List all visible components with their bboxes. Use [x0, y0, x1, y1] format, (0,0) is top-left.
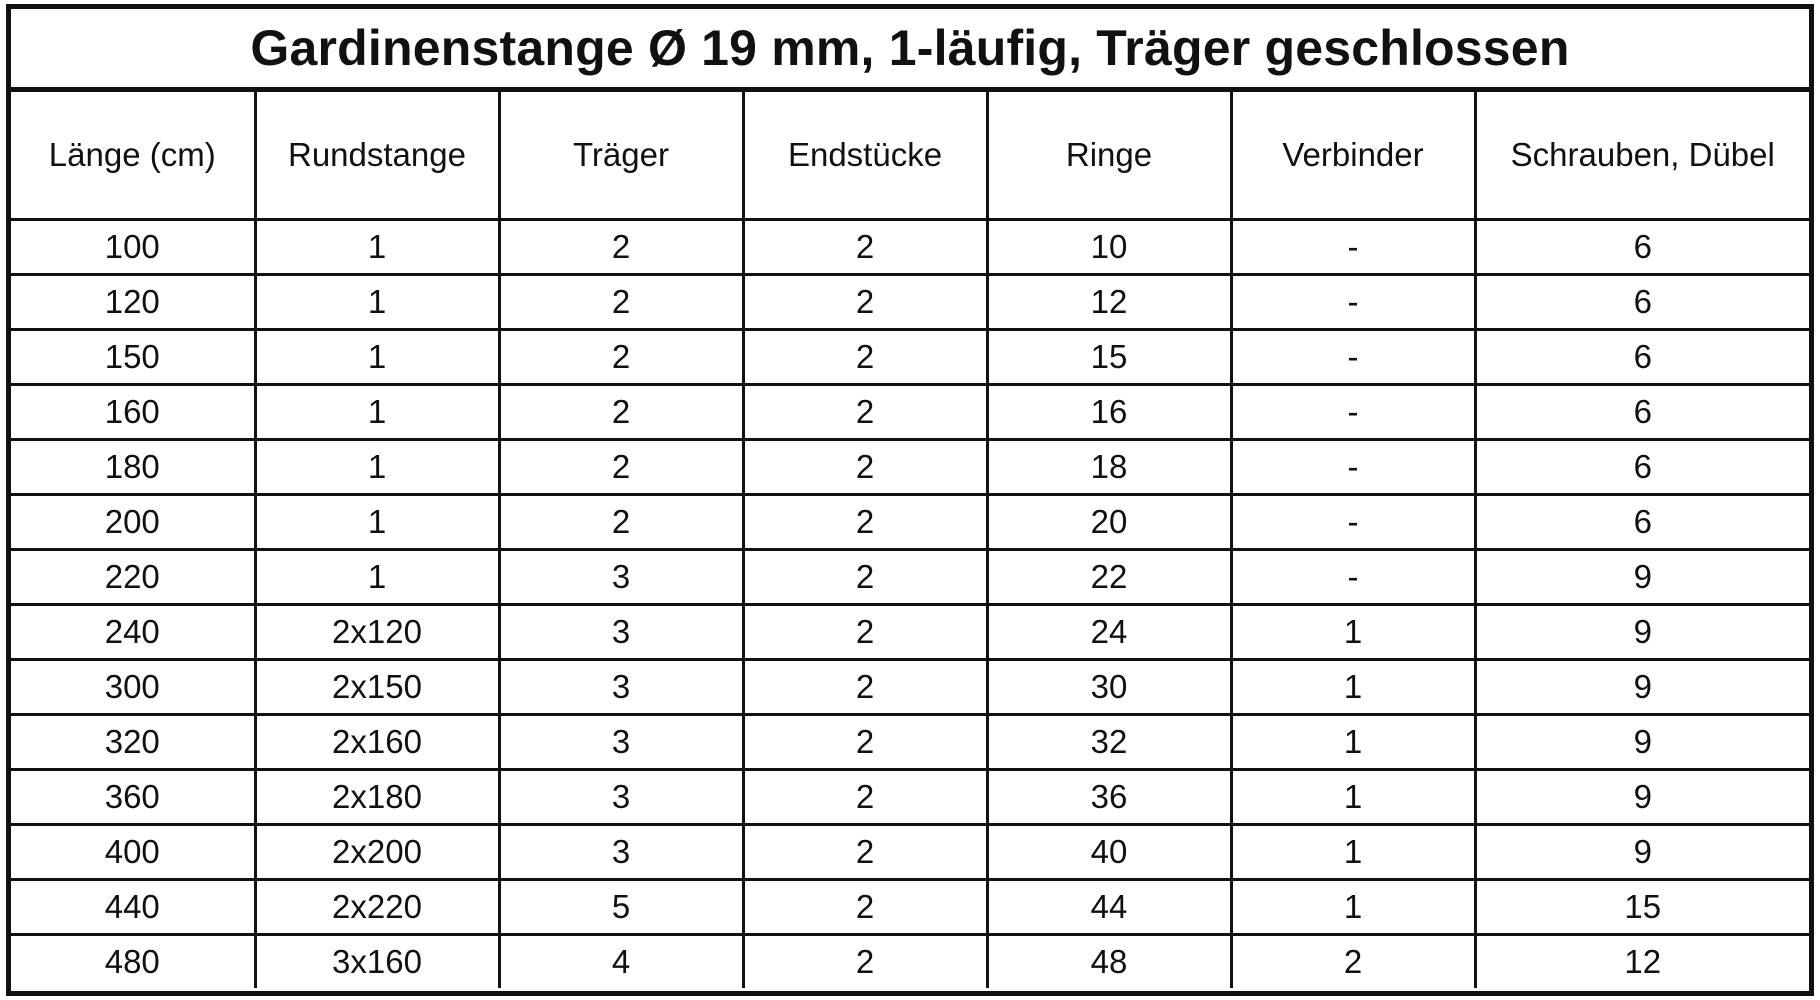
- cell-ringe: 15: [987, 330, 1231, 385]
- cell-endstuecke: 2: [743, 715, 987, 770]
- table-row: [11, 385, 1809, 440]
- cell-schrauben-duebel: 9: [1475, 660, 1809, 715]
- cell-endstuecke: 2: [743, 275, 987, 330]
- cell-traeger: 2: [499, 385, 743, 440]
- cell-rundstange: 2x180: [255, 770, 499, 825]
- cell-ringe: 32: [987, 715, 1231, 770]
- header-verbinder: Verbinder: [1231, 92, 1475, 220]
- header-row: [11, 92, 1809, 220]
- cell-traeger: 3: [499, 825, 743, 880]
- cell-laenge: 150: [11, 330, 255, 385]
- cell-verbinder: 1: [1231, 715, 1475, 770]
- table-row: [11, 220, 1809, 275]
- cell-ringe: 40: [987, 825, 1231, 880]
- cell-laenge: 100: [104, 228, 160, 265]
- cell-traeger: 2: [499, 440, 743, 495]
- cell-traeger: 2: [499, 495, 743, 550]
- cell-schrauben-duebel: 15: [1475, 880, 1809, 935]
- cell-traeger: 2: [499, 220, 743, 275]
- cell-schrauben-duebel: 9: [1475, 605, 1809, 660]
- cell-rundstange: 2x220: [255, 880, 499, 935]
- cell-verbinder: -: [1231, 550, 1475, 605]
- cell-verbinder: 2: [1231, 935, 1475, 989]
- header-traeger: Träger: [499, 92, 743, 220]
- cell-schrauben-duebel: 9: [1475, 825, 1809, 880]
- cell-ringe: 10: [987, 220, 1231, 275]
- cell-rundstange: 1: [255, 440, 499, 495]
- cell-endstuecke: 2: [743, 825, 987, 880]
- header-schrauben-duebel: Schrauben, Dübel: [1475, 92, 1809, 220]
- cell-rundstange: 1: [255, 220, 499, 275]
- cell-verbinder: 1: [1231, 880, 1475, 935]
- cell-schrauben-duebel: 6: [1475, 220, 1809, 275]
- parts-table-frame: [6, 4, 1814, 996]
- cell-schrauben-duebel: 9: [1475, 715, 1809, 770]
- cell-ringe: 36: [987, 770, 1231, 825]
- cell-schrauben-duebel: 9: [1475, 550, 1809, 605]
- cell-endstuecke: 2: [743, 220, 987, 275]
- cell-laenge: 120: [11, 275, 255, 330]
- table-row: [11, 880, 1809, 935]
- table-row: [11, 605, 1809, 660]
- cell-traeger: 3: [499, 715, 743, 770]
- cell-schrauben-duebel: 9: [1475, 770, 1809, 825]
- cell-endstuecke: 2: [743, 330, 987, 385]
- cell-traeger: 2: [499, 275, 743, 330]
- cell-ringe: 48: [987, 935, 1231, 989]
- table-row: [11, 440, 1809, 495]
- cell-ringe: 12: [987, 275, 1231, 330]
- cell-rundstange: 1: [255, 385, 499, 440]
- cell-schrauben-duebel: 6: [1475, 495, 1809, 550]
- header-laenge: Länge (cm): [11, 92, 255, 220]
- cell-endstuecke: 2: [743, 605, 987, 660]
- cell-rundstange: 2x150: [255, 660, 499, 715]
- cell-ringe: 30: [987, 660, 1231, 715]
- cell-rundstange: 2x160: [255, 715, 499, 770]
- cell-laenge: 180: [11, 440, 255, 495]
- cell-schrauben-duebel: 6: [1475, 275, 1809, 330]
- cell-laenge: 240: [11, 605, 255, 660]
- table-row: [11, 550, 1809, 605]
- cell-traeger: 5: [499, 880, 743, 935]
- table-body: [11, 220, 1809, 989]
- cell-endstuecke: 2: [743, 495, 987, 550]
- cell-traeger: 3: [499, 660, 743, 715]
- cell-laenge: 300: [11, 660, 255, 715]
- table-row: [11, 275, 1809, 330]
- header-ringe: Ringe: [987, 92, 1231, 220]
- cell-schrauben-duebel: 6: [1475, 385, 1809, 440]
- cell-laenge: 400: [11, 825, 255, 880]
- cell-schrauben-duebel: 6: [1475, 330, 1809, 385]
- cell-laenge: 440: [11, 880, 255, 935]
- cell-verbinder: -: [1231, 385, 1475, 440]
- cell-endstuecke: 2: [743, 440, 987, 495]
- cell-laenge: 220: [11, 550, 255, 605]
- table-row: [11, 660, 1809, 715]
- cell-traeger: 3: [499, 605, 743, 660]
- cell-ringe: 44: [987, 880, 1231, 935]
- cell-rundstange: 2x200: [255, 825, 499, 880]
- cell-ringe: 16: [987, 385, 1231, 440]
- cell-laenge: 320: [11, 715, 255, 770]
- cell-verbinder: 1: [1231, 605, 1475, 660]
- table-row: [11, 770, 1809, 825]
- cell-laenge: 480: [11, 935, 255, 989]
- cell-traeger: 4: [499, 935, 743, 989]
- table-row: [11, 715, 1809, 770]
- cell-endstuecke: 2: [743, 880, 987, 935]
- header-rundstange: Rundstange: [255, 92, 499, 220]
- cell-ringe: 22: [987, 550, 1231, 605]
- cell-verbinder: 1: [1231, 825, 1475, 880]
- parts-table: [11, 92, 1809, 988]
- cell-verbinder: -: [1231, 495, 1475, 550]
- cell-verbinder: 1: [1231, 660, 1475, 715]
- cell-endstuecke: 2: [743, 770, 987, 825]
- cell-verbinder: -: [1231, 440, 1475, 495]
- cell-endstuecke: 2: [743, 935, 987, 989]
- cell-rundstange: 2x120: [255, 605, 499, 660]
- cell-verbinder: -: [1231, 330, 1475, 385]
- cell-schrauben-duebel: 12: [1475, 935, 1809, 989]
- cell-traeger: 3: [499, 770, 743, 825]
- header-endstuecke: Endstücke: [743, 92, 987, 220]
- cell-traeger: 2: [499, 330, 743, 385]
- cell-schrauben-duebel: 6: [1475, 440, 1809, 495]
- cell-ringe: 20: [987, 495, 1231, 550]
- cell-verbinder: -: [1231, 220, 1475, 275]
- cell-rundstange: 1: [255, 550, 499, 605]
- cell-endstuecke: 2: [743, 550, 987, 605]
- cell-laenge: 200: [11, 495, 255, 550]
- table-row: [11, 330, 1809, 385]
- table-row: [11, 825, 1809, 880]
- cell-rundstange: 1: [255, 330, 499, 385]
- cell-endstuecke: 2: [743, 660, 987, 715]
- cell-verbinder: -: [1231, 275, 1475, 330]
- cell-rundstange: 1: [255, 275, 499, 330]
- cell-rundstange: 1: [255, 495, 499, 550]
- table-title: Gardinenstange Ø 19 mm, 1-läufig, Träger geschlossen: [11, 9, 1809, 92]
- cell-ringe: 24: [987, 605, 1231, 660]
- cell-rundstange: 3x160: [255, 935, 499, 989]
- cell-traeger: 3: [499, 550, 743, 605]
- cell-verbinder: 1: [1231, 770, 1475, 825]
- table-row: [11, 495, 1809, 550]
- cell-laenge: 160: [11, 385, 255, 440]
- table-row: [11, 935, 1809, 989]
- cell-laenge: 360: [11, 770, 255, 825]
- cell-endstuecke: 2: [743, 385, 987, 440]
- cell-ringe: 18: [987, 440, 1231, 495]
